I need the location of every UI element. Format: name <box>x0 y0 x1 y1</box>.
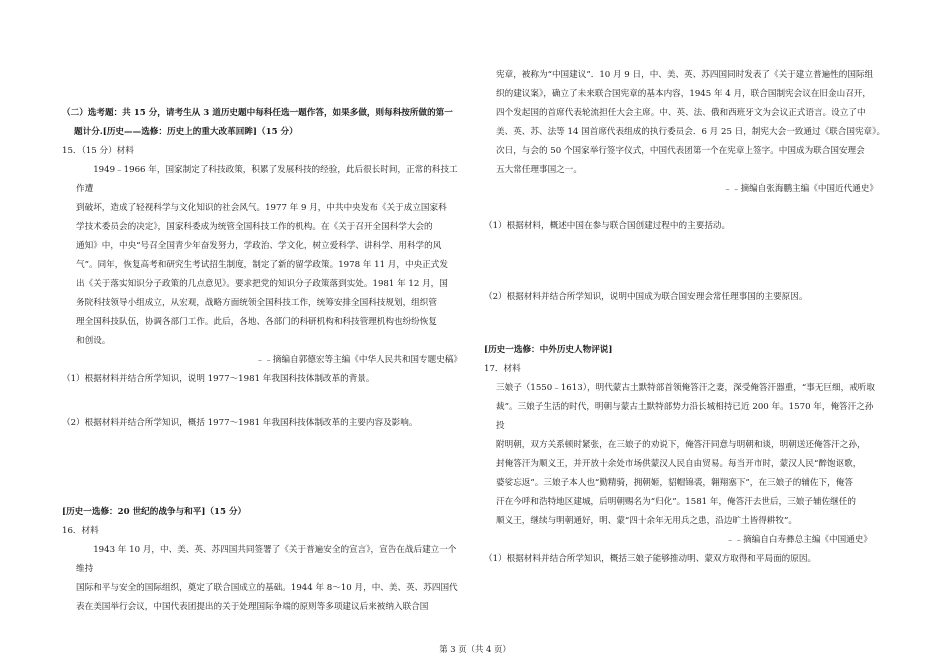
q16-material-line: 次日，与会的 50 个国家举行签字仪式，中国代表团第一个在宪章上签字。中国成为联合国安理会 <box>496 146 865 156</box>
q15-material-line: 气”。同年，恢复高考和研究生考试招生制度，制定了新的留学政策。1978 年 11 月，中央正式发 <box>76 260 448 270</box>
q17-material-line: 顺义王，继续与明朝通好，明、蒙“四十余年无用兵之患，沿边旷土皆得耕牧”。 <box>496 516 797 526</box>
q16-material-continued <box>496 66 900 199</box>
q17-material-line: 附明朝，双方关系顿时紧张，在三娘子的劝说下，俺答汗同意与明朝和谈，明朝送还俺答汗之孙， <box>496 440 866 450</box>
section-title-line-1: （二）选考题：共 15 分，请考生从 3 道历史题中每科任选一题作答，如果多做，则每科按所做的第一 <box>62 108 453 118</box>
q16-heading: 16．材料 <box>62 526 99 536</box>
q17-material-line: 裁”。三娘子生活的时代，明朝与蒙古土默特部势力沿长城相持已近 200 年。1570 年，俺答汗之孙投 <box>496 402 874 431</box>
q16-material-line: 宪章，被称为“中国建议”．10 月 9 日，中、美、英、苏四国同时发表了《关于建立普遍性的国际组 <box>496 70 874 80</box>
q16-material-line: 美、英、苏、法等 14 国首席代表组成的执行委员会．6 月 25 日，制宪大会一致通过《联合国宪章》。 <box>496 127 886 137</box>
q17-source: ﹣﹣摘编自白寿彝总主编《中国通史》 <box>725 535 872 545</box>
question-16 <box>62 503 462 617</box>
q15-material-line: 出《关于落实知识分子政策的几点意见》。要求把党的知识分子政策落到实处。1981 年 12 月，国 <box>76 279 448 289</box>
q17-material-line: 封俺答汗为顺义王，并开放十余处市场供蒙汉人民自由贸易。每当开市时，蒙汉人民“醉饱讴歌， <box>496 459 862 469</box>
q16-subquestion-2-block <box>484 288 880 307</box>
q15-material-line: 和创设。 <box>76 336 111 346</box>
q16-material-line: 织的建议案》，确立了未来联合国宪章的基本内容，1945 年 4 月，联合国制宪会议在旧金山召开， <box>496 89 871 99</box>
q15-material-line: 通知》中，中央“号召全国青少年奋发努力，学政治、学文化，树立爱科学、讲科学、用科学的风 <box>76 241 442 251</box>
q15-subquestion-2: （2）根据材料并结合所学知识，概括 1977～1981 年我国科技体制改革的主要内容及影响。 <box>62 418 418 428</box>
page-number: 第 3 页（共 4 页） <box>439 644 511 654</box>
q15-subquestion-1: （1）根据材料并结合所学知识，说明 1977～1981 年我国科技体制改革的背景。 <box>62 374 375 384</box>
question-15 <box>62 142 462 389</box>
q16-material-line: 国际和平与安全的国际组织，奠定了联合国成立的基础。1944 年 8～10 月，中、美、英、苏四国代 <box>76 583 458 593</box>
q16-material-line: 1943 年 10 月，中、美、英、苏四国共同签署了《关于普遍安全的宣言》，宣告在战后建立一个维持 <box>76 545 457 574</box>
q15-material-line: 务院科技领导小组成立，从宏观，战略方面统领全国科技工作，统筹安排全国科技规划，组织管 <box>76 298 437 308</box>
q16-subquestion-2: （2）根据材料并结合所学知识，说明中国成为联合国安理会常任理事国的主要原因。 <box>484 292 808 302</box>
q15-source: ﹣﹣摘编自郭德宏等主编《中华人民共和国专题史稿》 <box>255 355 462 365</box>
q17-heading: 17．材料 <box>484 364 521 374</box>
q17-material <box>484 379 880 550</box>
historical-figures-section-title: [历史一选修：中外历史人物评说] <box>484 345 613 355</box>
q17-material-line: 婆娑忘返”。三娘子本人也“勤精骑，拥朝姬，貂帽锦裘，翱翔塞下”，在三娘子的辅佐下，俺答 <box>496 478 853 488</box>
section-title-line-2: 题计分.[历史——选修：历史上的重大改革回眸]（15 分） <box>74 127 298 137</box>
q17-material-line: 汗在今呼和浩特地区建城，后明朝赐名为“归化”。1581 年，俺答汗去世后，三娘子辅佐继任的 <box>496 497 856 507</box>
q15-material-line: 1949﹣1966 年，国家制定了科技政策，积累了发展科技的经验，此后很长时间，正常的科技工作遭 <box>76 165 458 194</box>
q16-subquestion-1: （1）根据材料，概述中国在参与联合国创建过程中的主要括动。 <box>484 221 731 231</box>
q16-material-line: 表在美国举行会议，中国代表团提出的关于处理国际争端的原则等多项建议后来被纳入联合国 <box>76 602 429 612</box>
q16-material <box>62 541 462 617</box>
q17-material-line: 三娘子（1550﹣1613），明代蒙古土默特部首领俺答汗之妻，深受俺答汗器重，“事无巨细，戒听取 <box>496 383 875 393</box>
q15-material-line: 到破坏，造成了轻视科学与文化知识的社会风气。1977 年 9 月，中共中央发布《关于成立国家科 <box>76 203 447 213</box>
q15-material-line: 学技术委员会的决定》，国家科委成为统管全国科技工作的机构。在《关于召开全国科学大会的 <box>76 222 433 232</box>
elective-section-header <box>62 104 472 142</box>
q16-material-line: 五大常任理事国之一。 <box>496 165 582 175</box>
q16-material-line: 四个发起国的首席代表轮流担任大会主席。中、英、法、俄和西班牙文为会议正式语言。设立了中 <box>496 108 866 118</box>
q15-subquestion-2-block <box>62 414 462 433</box>
q15-material <box>62 161 462 370</box>
q16-subquestion-1-block <box>484 217 880 236</box>
war-and-peace-section-title: [历史一选修：20 世纪的战争与和平]（15 分） <box>62 507 247 517</box>
q17-subquestion-1: （1）根据材料并结合所学知识，概括三娘子能够推动明、蒙双方取得和平局面的原因。 <box>484 554 817 564</box>
q15-heading: 15．（15 分）材料 <box>62 146 134 156</box>
q16-source: ﹣﹣摘编自张海鹏主编《中国近代通史》 <box>723 184 878 194</box>
q15-material-line: 理全国科技队伍，协调各部门工作。此后，各地、各部门的科研机构和科技管理机构也纷纷恢复 <box>76 317 437 327</box>
page-footer <box>0 643 950 655</box>
question-17 <box>484 341 880 569</box>
